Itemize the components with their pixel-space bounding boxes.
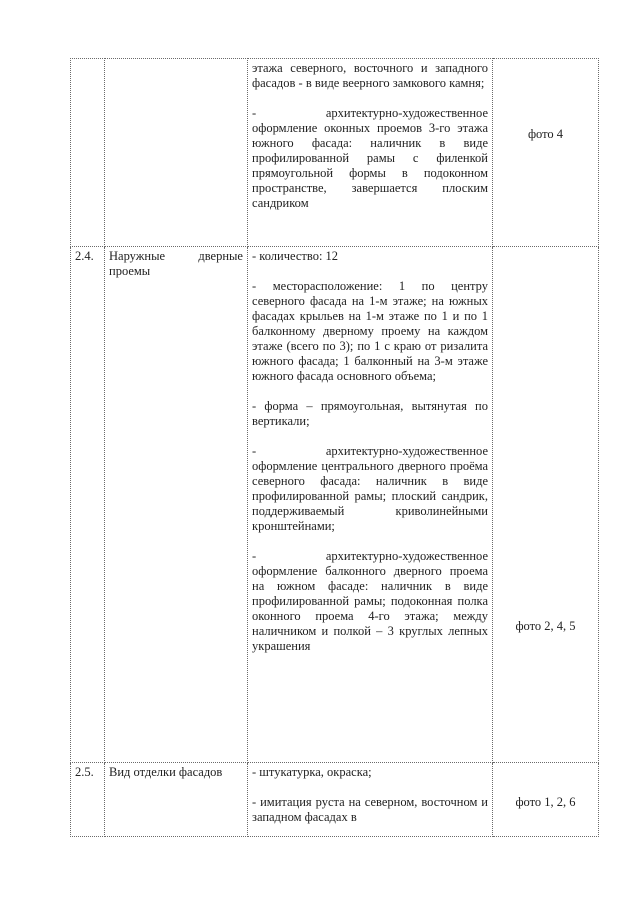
photo-reference: фото 1, 2, 6 <box>515 795 576 809</box>
description-paragraph: - архитектурно-художественное оформление балконного дверного проема на южном фасаде: наличник в виде профилированной рамы; подоконная полка оконного проема 4-го этажа; между наличником и полкой – 3 круглых лепных украшения <box>252 549 488 653</box>
row-photo-cell <box>493 247 599 763</box>
description-paragraph: - штукатурка, окраска; <box>252 765 372 779</box>
row-name-cell: Наружные дверные проемы <box>105 247 248 763</box>
photo-reference: фото 4 <box>527 127 564 141</box>
row-description-cell <box>248 763 493 837</box>
description-paragraph: этажа северного, восточного и западного фасадов - в виде веерного замкового камня; <box>252 61 488 90</box>
description-paragraph: - архитектурно-художественное оформление оконных проемов 3-го этажа южного фасада: наличник в виде профилированной рамы с филенкой прямоугольной формы в подоконном пространстве, завершается плоским сандриком <box>252 106 488 210</box>
table-row <box>71 247 599 763</box>
table-row <box>71 763 599 837</box>
description-paragraph: - форма – прямоугольная, вытянутая по вертикали; <box>252 399 488 428</box>
row-number-cell: 2.5. <box>71 763 105 837</box>
description-paragraph: - архитектурно-художественное оформление центрального дверного проёма северного фасада: наличник в виде профилированной рамы; плоский сандрик, поддерживаемый криволинейными кронштейнами; <box>252 444 488 533</box>
description-paragraph: - месторасположение: 1 по центру северного фасада на 1-м этаже; на южных фасадах крыльев на 1-м этаже по 1 и по 1 балконному дверному проему на каждом этаже (всего по 3); по 1 с краю от ризалита южного фасада; 1 балконный на 3-м этаже южного фасада основного объема; <box>252 279 488 383</box>
row-name-cell <box>105 59 248 247</box>
description-paragraph: - имитация руста на северном, восточном и западном фасадах в <box>252 795 488 824</box>
row-description-cell <box>248 247 493 763</box>
characteristics-table <box>70 58 599 837</box>
row-description-cell <box>248 59 493 247</box>
row-photo-cell <box>493 763 599 837</box>
row-name-cell: Вид отделки фасадов <box>105 763 248 837</box>
photo-reference: фото 2, 4, 5 <box>515 619 576 633</box>
row-number-cell: 2.4. <box>71 247 105 763</box>
description-paragraph: - количество: 12 <box>252 249 339 263</box>
row-photo-cell <box>493 59 599 247</box>
table-row <box>71 59 599 247</box>
row-number-cell <box>71 59 105 247</box>
